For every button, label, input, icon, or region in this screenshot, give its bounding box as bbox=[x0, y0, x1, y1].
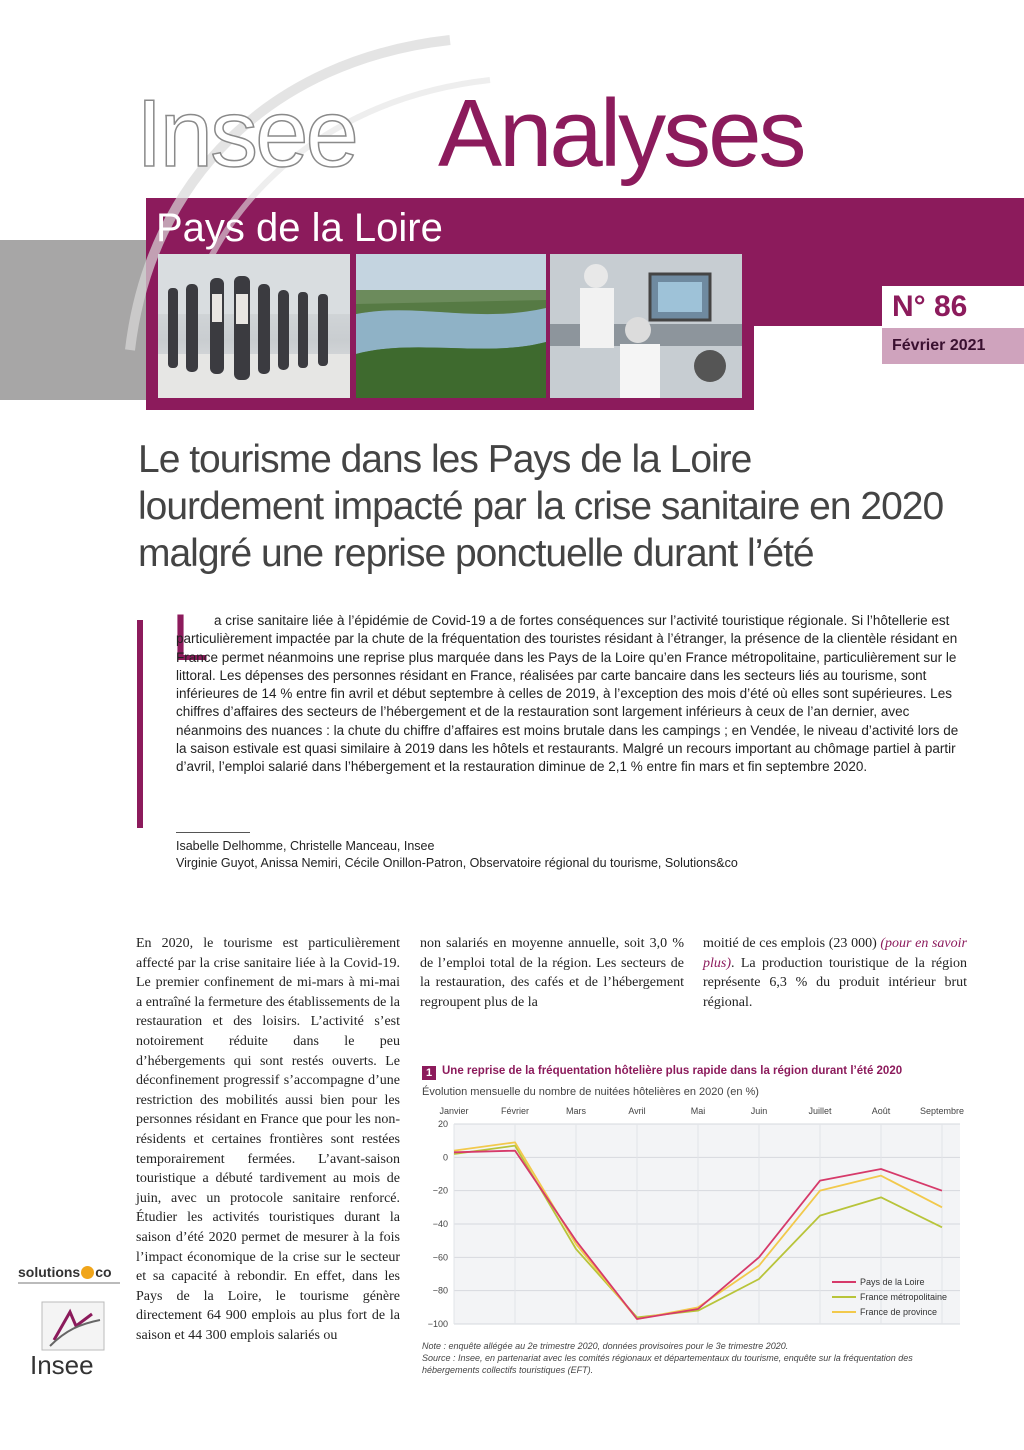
line-chart bbox=[420, 1102, 972, 1334]
x-tick-label: Avril bbox=[628, 1106, 646, 1116]
x-tick-label: Juillet bbox=[808, 1106, 832, 1116]
photo-loire-river bbox=[356, 254, 546, 398]
y-tick-label: −60 bbox=[432, 1252, 448, 1263]
headline-line-3: malgré une reprise ponctuelle durant l’été bbox=[138, 532, 814, 575]
y-tick-label: 0 bbox=[442, 1152, 448, 1163]
legend-label: France métropolitaine bbox=[860, 1292, 948, 1302]
abstract-dropcap: L bbox=[172, 600, 209, 674]
authors-observatoire: Virginie Guyot, Anissa Nemiri, Cécile Onillon-Patron, Observatoire régional du tourisme, Solutions&co bbox=[176, 856, 738, 870]
authors-insee: Isabelle Delhomme, Christelle Manceau, Insee bbox=[176, 839, 435, 853]
chart-note bbox=[422, 1340, 970, 1376]
issue-date: Février 2021 bbox=[892, 337, 986, 354]
y-tick-label: −20 bbox=[432, 1185, 448, 1196]
solutions-co-tagline-rule bbox=[18, 1282, 120, 1284]
y-tick-label: −40 bbox=[432, 1219, 448, 1229]
body-column-3-text-a: moitié de ces emplois (23 000) bbox=[703, 936, 881, 951]
x-tick-label: Mai bbox=[690, 1106, 706, 1116]
insee-logo-icon bbox=[40, 1300, 106, 1352]
chart-number-badge: 1 bbox=[422, 1066, 436, 1080]
authors bbox=[176, 838, 738, 872]
brand-analyses-wordmark: Analyses bbox=[438, 80, 804, 187]
solutions-co-ring-icon bbox=[81, 1266, 94, 1279]
body-column-1: En 2020, le tourisme est particulièrement affecté par la crise sanitaire liée à la Covid-19. Le premier confinement de mi-mars à mi-mai a entraîné la fermeture des établissements de la restauration et des loisirs. L’activité s’est notoirement réduite dans le peu d’hébergements qui sont restés ouverts. Le déconfinement progressif s’accompagne d’une restriction des mobilités aussi bien pour les personnes résidant en France que pour les non-résidents et certaines frontières sont restées temporairement fermées. L’avant-saison touristique a débuté tardivement au mois de juin, avec un protocole sanitaire renforcé. Étudier les activités touristiques durant la saison d’été 2020 permet de mesurer à la fois l’impact économique de la crise sur le secteur et sa capacité à rebondir. En effet, dans les Pays de la Loire, le tourisme génère directement 64 900 emplois au plus fort de la saison et 44 300 emplois salariés ou bbox=[136, 936, 400, 1343]
issue-number: N° 86 bbox=[892, 290, 968, 323]
y-tick-label: 20 bbox=[437, 1119, 448, 1129]
body-column-2: non salariés en moyenne annuelle, soit 3,0 % de l’emploi total de la région. Les secteurs de la restauration, des cafés et de l’hébergement regroupent plus de la bbox=[420, 936, 684, 1010]
abstract-accent-bar bbox=[137, 620, 143, 828]
photo-factory-workers bbox=[550, 254, 742, 398]
legend-label: France de province bbox=[860, 1307, 938, 1317]
headline bbox=[138, 436, 978, 577]
region-title: Pays de la Loire bbox=[156, 206, 443, 250]
x-tick-label: Septembre bbox=[919, 1106, 965, 1116]
x-tick-label: Février bbox=[500, 1106, 530, 1116]
headline-line-2: lourdement impacté par la crise sanitaire en 2020 bbox=[138, 485, 944, 528]
body-column-3-text-b: . La production touristique de la région représente 6,3 % du produit intérieur brut régional. bbox=[703, 955, 967, 1010]
y-tick-label: −80 bbox=[432, 1285, 448, 1296]
headline-line-1: Le tourisme dans les Pays de la Loire bbox=[138, 438, 752, 481]
insee-logo-text: Insee bbox=[30, 1350, 94, 1380]
chart-note-line: Note : enquête allégée au 2e trimestre 2020, données provisoires pour le 3e trimestre 2020. bbox=[422, 1341, 789, 1351]
body-column-3 bbox=[703, 934, 967, 1012]
x-tick-label: Janvier bbox=[439, 1106, 469, 1116]
authors-divider bbox=[176, 832, 250, 833]
solutions-co-logo: solutions co bbox=[18, 1264, 112, 1280]
abstract-text: a crise sanitaire liée à l’épidémie de Covid-19 a de fortes conséquences sur l’activité touristique régionale. Si l’hôtellerie est particulièrement impactée par la chute de la fréquentation des touristes résidant à l’étranger, la présence de la clientèle résidant en France permet néanmoins une reprise plus marquée dans les Pays de la Loire qu’en France métropolitaine, particulièrement sur le littoral. Les dépenses des personnes résidant en France, réalisées par carte bancaire dans les secteurs liés au tourisme, sont inférieures de 14 % entre fin avril et début septembre à celles de 2019, à l’exception des mois d’été où elles sont supérieures. Les chiffres d’affaires des secteurs de l’hébergement et de la restauration sont largement inférieurs à ceux de l’an dernier, avec néanmoins des nuances : la chute du chiffre d’affaires est moins brutale dans les campings ; en Vendée, le niveau d’activité lors de la saison estivale est quasi similaire à 2019 dans les hôtels et restaurants. Malgré un recours important au chômage partiel à partir d’avril, l’emploi salarié dans l’hébergement et la restauration diminue de 2,1 % entre fin mars et fin septembre 2020. bbox=[176, 613, 959, 775]
x-tick-label: Juin bbox=[750, 1106, 768, 1116]
pour-en-savoir-plus-link[interactable]: (pour en savoir plus) bbox=[703, 936, 967, 971]
chart-subtitle: Évolution mensuelle du nombre de nuitées hôtelières en 2020 (en %) bbox=[422, 1086, 759, 1098]
y-tick-label: −100 bbox=[427, 1319, 448, 1329]
photo-pedestrians bbox=[158, 254, 350, 398]
legend-label: Pays de la Loire bbox=[860, 1277, 925, 1287]
chart-source-line: Source : Insee, en partenariat avec les comités régionaux et départementaux du tourisme, enquête sur la fréquentation des hébergements collectifs touristiques (EFT). bbox=[422, 1353, 913, 1375]
masthead bbox=[0, 0, 1024, 420]
x-tick-label: Août bbox=[871, 1106, 891, 1116]
chart-title: Une reprise de la fréquentation hôtelière plus rapide dans la région durant l’été 2020 bbox=[442, 1065, 903, 1077]
x-tick-label: Mars bbox=[566, 1106, 586, 1116]
brand-insee-wordmark: Insee bbox=[136, 80, 356, 187]
